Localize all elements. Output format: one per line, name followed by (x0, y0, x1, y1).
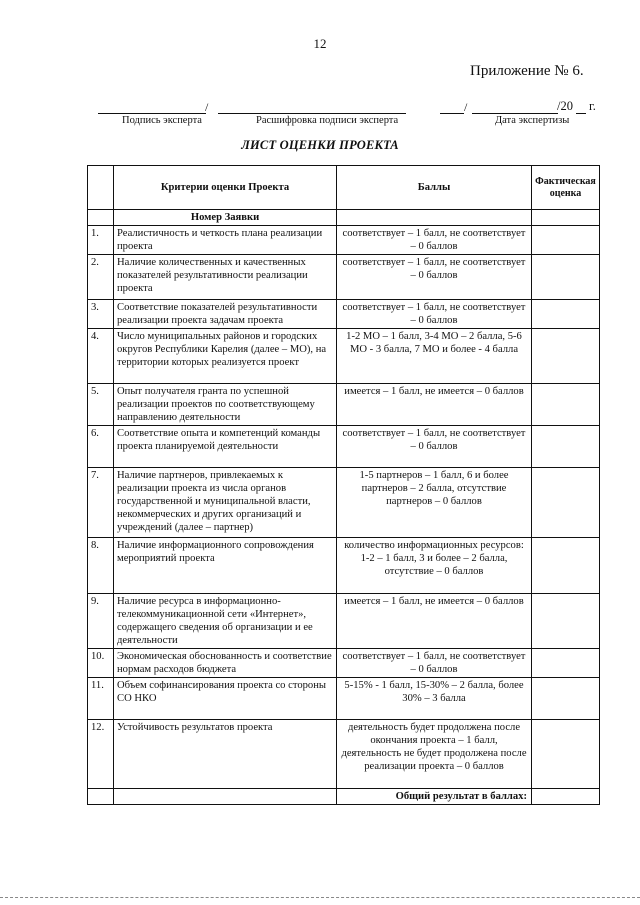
table-row (88, 649, 600, 678)
row-criterion: Соответствие показателей результативности реализации проекта задачам проекта (114, 300, 337, 329)
table-row (88, 255, 600, 300)
row-criterion: Экономическая обоснованность и соответствие нормам расходов бюджета (114, 649, 337, 678)
row-score: 1-5 партнеров – 1 балл, 6 и более партнеров – 2 балла, отсутствие партнеров – 0 баллов (337, 468, 532, 538)
empty-cell (88, 789, 114, 805)
row-actual-score[interactable] (532, 594, 600, 649)
table-row (88, 468, 600, 538)
row-actual-score[interactable] (532, 468, 600, 538)
signature-decode-line (218, 101, 406, 114)
table-row (88, 678, 600, 720)
header-num-cell (88, 166, 114, 210)
row-actual-score[interactable] (532, 384, 600, 426)
row-number: 9. (88, 594, 114, 649)
date-day-line (440, 101, 464, 114)
row-score: имеется – 1 балл, не имеется – 0 баллов (337, 594, 532, 649)
row-criterion: Наличие ресурса в информационно-телекоммуникационной сети «Интернет», содержащего сведения об организации и ее деятельности (114, 594, 337, 649)
row-criterion: Число муниципальных районов и городских округов Республики Карелия (далее – МО), на территории которых реализуется проект (114, 329, 337, 384)
row-number: 10. (88, 649, 114, 678)
row-criterion: Объем софинансирования проекта со стороны СО НКО (114, 678, 337, 720)
total-row (88, 789, 600, 805)
empty-cell (532, 210, 600, 226)
sheet-title: ЛИСТ ОЦЕНКИ ПРОЕКТА (241, 138, 399, 152)
row-criterion: Опыт получателя гранта по успешной реализации проектов по соответствующему направлению деятельности (114, 384, 337, 426)
row-score: 1-2 МО – 1 балл, 3-4 МО – 2 балла, 5-6 МО - 3 балла, 7 МО и более - 4 балла (337, 329, 532, 384)
signature-slash: / (205, 100, 209, 114)
expert-signature-line (98, 100, 209, 114)
footer-scan-rule (0, 897, 640, 898)
row-criterion: Реалистичность и четкость плана реализации проекта (114, 226, 337, 255)
empty-cell (114, 789, 337, 805)
total-score-cell[interactable] (532, 789, 600, 805)
row-actual-score[interactable] (532, 720, 600, 789)
row-score: соответствует – 1 балл, не соответствует – 0 баллов (337, 255, 532, 300)
header-criteria: Критерии оценки Проекта (114, 166, 337, 210)
date-year-suffix: г. (589, 99, 596, 113)
row-score: деятельность будет продолжена после окончания проекта – 1 балл, деятельность не будет продолжена после реализации проекта – 0 баллов (337, 720, 532, 789)
row-score: 5-15% - 1 балл, 15-30% – 2 балла, более 30% – 3 балла (337, 678, 532, 720)
row-score: имеется – 1 балл, не имеется – 0 баллов (337, 384, 532, 426)
row-actual-score[interactable] (532, 678, 600, 720)
application-number-label: Номер Заявки (114, 210, 337, 226)
row-criterion: Наличие количественных и качественных показателей результативности реализации проекта (114, 255, 337, 300)
empty-cell (88, 210, 114, 226)
row-actual-score[interactable] (532, 329, 600, 384)
header-score: Баллы (337, 166, 532, 210)
row-score: соответствует – 1 балл, не соответствует – 0 баллов (337, 300, 532, 329)
row-criterion: Наличие партнеров, привлекаемых к реализации проекта из числа органов государственной и муниципальной власти, некоммерческих и других организаций и учреждений (далее – партнер) (114, 468, 337, 538)
row-actual-score[interactable] (532, 300, 600, 329)
row-actual-score[interactable] (532, 226, 600, 255)
row-number: 8. (88, 538, 114, 594)
row-score: количество информационных ресурсов: 1-2 – 1 балл, 3 и более – 2 балла, отсутствие – 0 баллов (337, 538, 532, 594)
row-number: 5. (88, 384, 114, 426)
table-header-row (88, 166, 600, 210)
table-row (88, 720, 600, 789)
row-number: 7. (88, 468, 114, 538)
row-number: 12. (88, 720, 114, 789)
page-number: 12 (313, 36, 327, 51)
row-number: 4. (88, 329, 114, 384)
appendix-label: Приложение № 6. (470, 63, 584, 79)
application-number-row (88, 210, 600, 226)
signature-decode-caption: Расшифровка подписи эксперта (256, 115, 399, 126)
date-year-prefix: /20 (557, 99, 573, 113)
row-criterion: Наличие информационного сопровождения мероприятий проекта (114, 538, 337, 594)
row-criterion: Устойчивость результатов проекта (114, 720, 337, 789)
row-actual-score[interactable] (532, 255, 600, 300)
row-number: 3. (88, 300, 114, 329)
row-score: соответствует – 1 балл, не соответствует – 0 баллов (337, 226, 532, 255)
row-score: соответствует – 1 балл, не соответствует – 0 баллов (337, 649, 532, 678)
table-row (88, 300, 600, 329)
row-number: 11. (88, 678, 114, 720)
table-row (88, 226, 600, 255)
row-actual-score[interactable] (532, 426, 600, 468)
row-number: 2. (88, 255, 114, 300)
date-month-line (472, 101, 558, 114)
row-number: 1. (88, 226, 114, 255)
empty-cell (337, 210, 532, 226)
row-score: соответствует – 1 балл, не соответствует – 0 баллов (337, 426, 532, 468)
table-row (88, 538, 600, 594)
evaluation-table (87, 165, 600, 805)
row-actual-score[interactable] (532, 538, 600, 594)
date-slash: / (464, 100, 468, 114)
header-actual-score: Фактическая оценка (532, 166, 600, 210)
table-row (88, 594, 600, 649)
table-row (88, 426, 600, 468)
total-label: Общий результат в баллах: (337, 789, 532, 805)
row-number: 6. (88, 426, 114, 468)
table-row (88, 329, 600, 384)
row-actual-score[interactable] (532, 649, 600, 678)
table-row (88, 384, 600, 426)
expert-signature-caption: Подпись эксперта (122, 115, 202, 126)
date-year-line (576, 101, 586, 114)
date-caption: Дата экспертизы (495, 115, 570, 126)
row-criterion: Соответствие опыта и компетенций команды проекта планируемой деятельности (114, 426, 337, 468)
